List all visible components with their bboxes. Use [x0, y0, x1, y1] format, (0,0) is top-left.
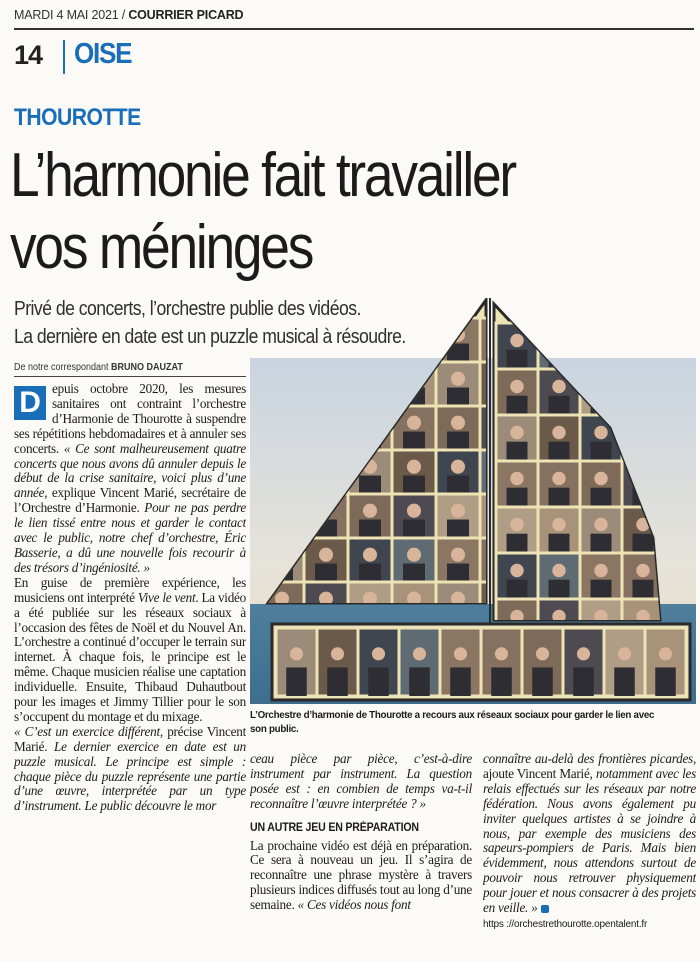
musician-face [495, 647, 508, 660]
issue-date: MARDI 4 MAI 2021 [14, 8, 119, 22]
musician-body [450, 667, 471, 696]
musician-body [507, 534, 528, 553]
musician-body [447, 564, 469, 582]
musician-face [552, 334, 565, 347]
headline-line-1: L’harmonie fait travailler [10, 141, 515, 210]
paragraph-4 [250, 839, 472, 914]
musician-body [507, 580, 528, 599]
musician-face [510, 380, 523, 393]
video-tile [304, 318, 348, 362]
musician-body [403, 432, 425, 450]
musician-face [577, 647, 590, 660]
p4-quote-1: « Ces vidéos nous font [297, 897, 411, 913]
end-of-article-mark [541, 905, 549, 913]
byline-author: BRUNO DAUZAT [111, 362, 183, 373]
musician-body [286, 667, 307, 696]
article-photo [250, 298, 696, 704]
byline [14, 362, 221, 373]
orchestra-url-link[interactable]: https ://orchestrethourotte.opentalent.fr [483, 918, 648, 930]
musician-face [407, 416, 421, 430]
musician-body [507, 488, 528, 507]
musician-face [636, 334, 649, 347]
musician-body [655, 667, 676, 696]
body-column-3 [483, 752, 696, 962]
musician-body [315, 564, 337, 582]
musician-body [507, 442, 528, 461]
musician-body [549, 442, 570, 461]
musician-body [591, 488, 612, 507]
musician-body [403, 476, 425, 494]
musician-body [549, 534, 570, 553]
musician-face [451, 548, 465, 562]
musician-face [451, 504, 465, 518]
musician-body [447, 432, 469, 450]
musician-face [290, 647, 303, 660]
musician-body [591, 442, 612, 461]
musician-body [447, 520, 469, 538]
musician-face [510, 334, 523, 347]
musician-face [636, 564, 649, 577]
musician-face [510, 518, 523, 531]
musician-face [363, 504, 377, 518]
p4-text-a: La prochaine vidéo est déjà en préparation. Ce sera à nouveau un jeu. Il s’agira de reconnaître une phrase mystère à travers plusieurs indices diffusés tout au long d’une semaine. [250, 837, 472, 913]
p3-quote-2-continued [250, 752, 472, 812]
closing-url [483, 916, 696, 933]
body-column-1 [14, 382, 246, 960]
musician-face [510, 426, 523, 439]
article-kicker: THOUROTTE [14, 104, 141, 131]
musician-body [327, 667, 348, 696]
masthead-strip [14, 8, 694, 30]
p3-quote-2: Le dernier exercice en date est un puzzle musical. Le principe est simple : chaque pièce du puzzle représente une partie d’une œuvre, interprétée par un type d’instrument. Le public découvre le mor [14, 738, 246, 814]
musician-body [591, 580, 612, 599]
musician-body [507, 350, 528, 369]
musician-body [403, 564, 425, 582]
standfirst-line-1: Privé de concerts, l’orchestre publie des vidéos. [14, 298, 361, 320]
musician-body [549, 488, 570, 507]
newspaper-name: COURRIER PICARD [128, 8, 244, 22]
p2-song-title: Vive le vent [137, 589, 196, 605]
article-subhead: UN AUTRE JEU EN PRÉPARATION [250, 821, 419, 834]
p1-text-a: epuis octobre 2020, les mesures sanitaires ont contraint l’orchestre d’Harmonie de Thourotte à suspendre ses répétitions hebdomadaires et à annuler ses concerts. [14, 382, 246, 456]
musician-body [591, 534, 612, 553]
musician-body [573, 667, 594, 696]
musician-body [447, 476, 469, 494]
musician-face [594, 426, 607, 439]
musician-body [359, 520, 381, 538]
musician-body [532, 667, 553, 696]
musician-face [331, 647, 344, 660]
p1-text-b: explique Vincent Marié, secrétaire de l’Orchestre d’Harmonie. [14, 485, 246, 516]
musician-face [451, 416, 465, 430]
paragraph-4-continued [483, 752, 696, 916]
musician-body [549, 396, 570, 415]
page-number-divider [63, 40, 65, 74]
musician-face [552, 472, 565, 485]
musician-body [368, 667, 389, 696]
video-tile [260, 318, 304, 362]
musician-body [403, 520, 425, 538]
musician-face [407, 504, 421, 518]
musician-face [319, 548, 333, 562]
musician-face [510, 564, 523, 577]
p4-text-b: ajoute Vincent Marié, [483, 765, 596, 781]
masthead-separator: / [118, 8, 129, 22]
photo-caption: L’Orchestre d’harmonie de Thourotte a recours aux réseaux sociaux pour garder le lien avec son public. [250, 709, 655, 735]
musician-face [372, 647, 385, 660]
musician-face [594, 334, 607, 347]
musician-face [552, 380, 565, 393]
musician-body [614, 667, 635, 696]
p2-text-b: . La vidéo a été publiée sur les réseaux sociaux à l’occasion des fêtes de Noël et du Nouvel An. L’orchestre a continué d’occuper le terrain sur internet. À chaque fois, le principe est le même. Chaque musicien réalise une captation individuelle. Ensuite, Thibaud Duhautbout pour les images et Jimmy Tillier pour le son s’occupent du montage et du mixage. [14, 589, 246, 724]
paragraph-2 [14, 576, 246, 725]
section-title: OISE [74, 38, 132, 70]
p1-quote-2: Pour ne pas perdre le lien tissé entre nous et garder le contact avec le public, notre chef d’orchestre, Éric Basserie, a dû une nouvelle fois recourir à des trésors d’ingéniosité. » [14, 500, 246, 575]
paragraph-1 [14, 382, 246, 576]
musician-body [549, 580, 570, 599]
video-tile [348, 318, 392, 362]
drop-cap: D [14, 386, 46, 420]
standfirst-line-2: La dernière en date est un puzzle musical à résoudre. [14, 326, 406, 348]
musician-body [409, 667, 430, 696]
musician-face [552, 564, 565, 577]
musician-face [363, 548, 377, 562]
masthead-rule [14, 28, 694, 30]
p2-text-a: En guise de première expérience, les musiciens ont interprété [14, 574, 246, 605]
musician-face [407, 548, 421, 562]
byline-rule [14, 376, 246, 377]
musician-body [507, 396, 528, 415]
musician-body [359, 564, 381, 582]
musician-body [633, 580, 654, 599]
musician-face [454, 647, 467, 660]
musician-face [594, 518, 607, 531]
musician-body [633, 534, 654, 553]
musician-body [491, 667, 512, 696]
hull-video-tiles [276, 628, 686, 696]
article-headline [10, 140, 603, 284]
musician-face [594, 564, 607, 577]
p3-quote-2-tail: ceau pièce par pièce, c’est-à-dire instrument par instrument. La question posée est : en combien de temps va-t-il reconnaître l’œuvre interprétée ? » [250, 752, 472, 811]
musician-face [363, 328, 377, 342]
sailboat-puzzle-illustration [250, 298, 696, 704]
musician-face [451, 372, 465, 386]
musician-face [319, 328, 333, 342]
musician-body [447, 388, 469, 406]
paragraph-3 [14, 725, 246, 814]
musician-face [552, 426, 565, 439]
body-column-2 [250, 752, 472, 962]
p1-quote-1: « Ce sont malheureusement quatre concerts que nous avons dû annuler depuis le début de la crise sanitaire, voici plus d’une année, [14, 440, 246, 501]
musician-face [510, 472, 523, 485]
video-tile [392, 318, 436, 362]
musician-face [594, 472, 607, 485]
p4-quote-1-continued: connaître au-delà des frontières picardes, [483, 752, 696, 766]
musician-body [447, 344, 469, 362]
musician-face [659, 647, 672, 660]
page-number: 14 [14, 40, 43, 70]
musician-face [275, 328, 289, 342]
p4-quote-2: notamment avec les relais effectués sur les réseaux par notre fédération. Nous avons également pu inviter quelques artistes à se joindre à nous, par exemple des musiciens des sapeurs-pompiers de Paris. Mais bien évidemment, nous attendons surtout de pouvoir nous retrouver physiquement pour jouer et nous consacrer à des projets en veille. » [483, 765, 696, 916]
musician-face [536, 647, 549, 660]
p3-text-a: précise Vincent Marié. [14, 723, 246, 754]
musician-face [407, 328, 421, 342]
musician-face [451, 460, 465, 474]
musician-body [359, 476, 381, 494]
musician-face [552, 518, 565, 531]
byline-prefix: De notre correspondant [14, 362, 112, 373]
headline-line-2: vos méninges [10, 213, 313, 282]
musician-face [618, 647, 631, 660]
musician-face [413, 647, 426, 660]
p3-quote-1: « C’est un exercice différent, [14, 723, 163, 739]
musician-face [407, 460, 421, 474]
